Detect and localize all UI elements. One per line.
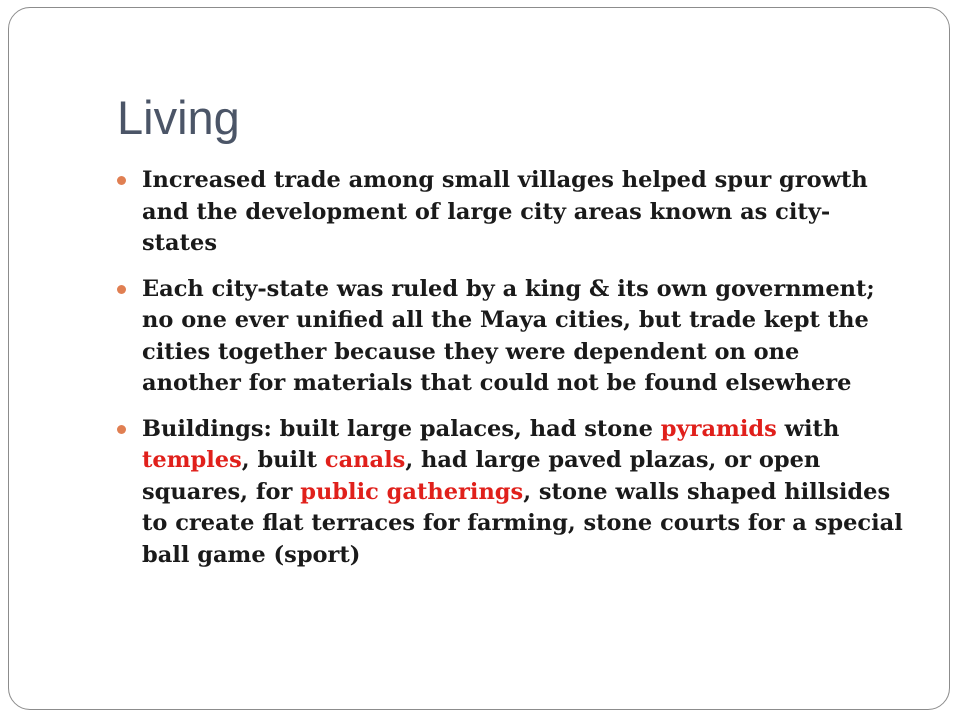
highlight-term-canals: canals — [324, 447, 406, 473]
bullet-text: Increased trade among small villages helped spur growth and the development of large city areas known as city-states — [142, 167, 868, 256]
slide-frame — [8, 7, 950, 710]
highlight-term-temples: temples — [142, 447, 242, 473]
bullet-item-city-state — [115, 274, 905, 400]
highlight-term-public-gatherings: public gatherings — [300, 478, 524, 505]
bullet-dot-icon — [117, 285, 126, 294]
bullet-text-segment: , built — [241, 447, 325, 473]
bullet-item-buildings — [115, 414, 905, 572]
bullet-text-segment: Buildings: built large palaces, had stone — [142, 415, 661, 442]
bullet-text: Each city-state was ruled by a king & its own government; no one ever unified all the Maya cities, but trade kept the cities together because they were dependent on one another for materials that could not be found elsewhere — [142, 275, 875, 396]
bullet-list — [115, 165, 905, 585]
bullet-text-segment: , had large paved plazas, or open squares, for — [142, 447, 821, 505]
slide-title: Living — [117, 91, 240, 144]
bullet-dot-icon — [117, 425, 126, 434]
bullet-item-trade — [115, 165, 905, 260]
highlight-term-pyramids: pyramids — [660, 415, 777, 442]
bullet-dot-icon — [117, 176, 126, 185]
bullet-text-segment: with — [776, 415, 840, 442]
bullet-text-segment: , stone walls shaped hillsides to create flat terraces for farming, stone courts for a special ball game (sport) — [142, 478, 903, 568]
